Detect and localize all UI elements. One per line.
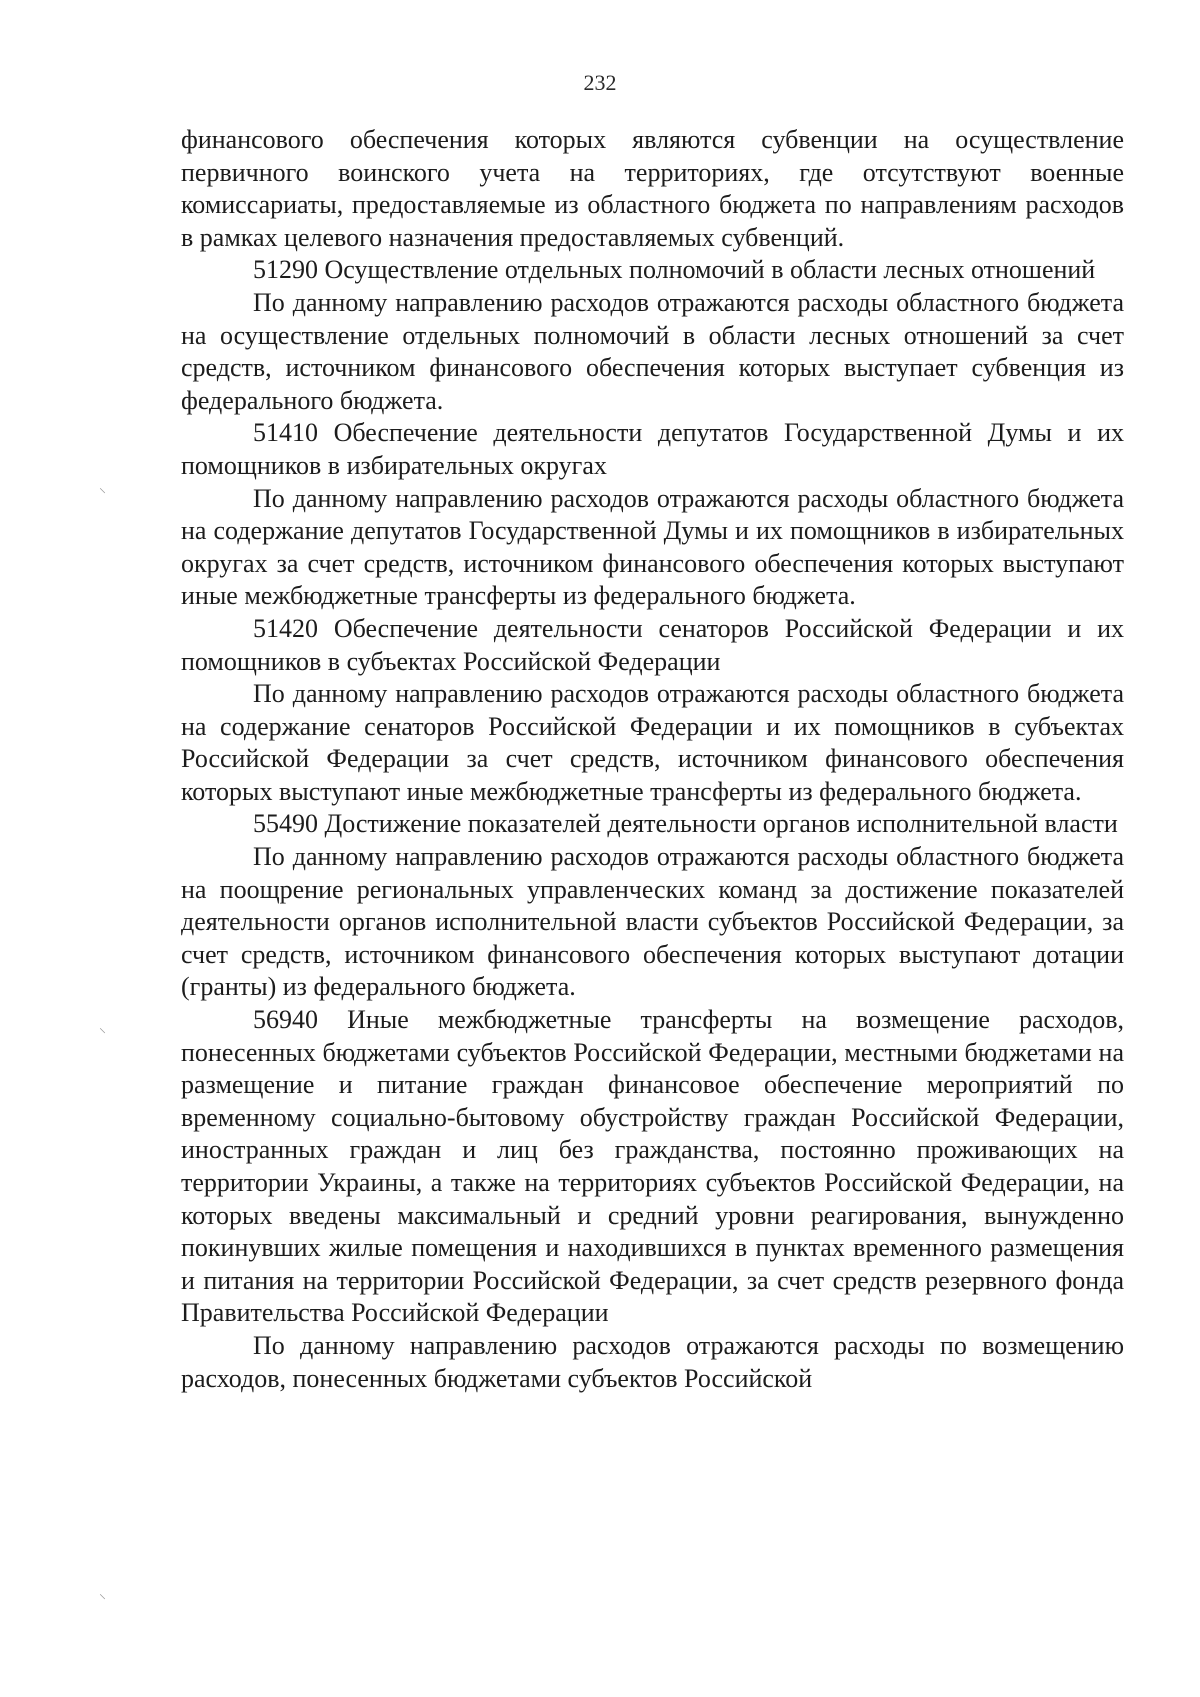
section-heading-56940: 56940 Иные межбюджетные трансферты на возмещение расходов, понесенных бюджетами субъектов Российской Федерации, местными бюджетами на размещение и питание граждан финансовое обеспечение мероприятий по временному социально-бытовому обустройству граждан Российской Федерации, иностранных граждан и лиц без гражданства, постоянно проживающих на территории Украины, а также на территориях субъектов Российской Федерации, на которых введены максимальный и средний уровни реагирования, вынужденно покинувших жилые помещения и находившихся в пунктах временного размещения и питания на территории Российской Федерации, за счет средств резервного фонда Правительства Российской Федерации — [181, 1005, 1124, 1328]
paragraph-51290-description: По данному направлению расходов отражаются расходы областного бюджета на осуществление отдельных полномочий в области лесных отношений за счет средств, источником финансового обеспечения которых выступает субвенция из федерального бюджета. — [181, 287, 1124, 415]
section-heading-55490: 55490 Достижение показателей деятельности органов исполнительной власти — [253, 809, 1118, 839]
paragraph-continuation: финансового обеспечения которых являются субвенции на осуществление первичного воинского учета на территориях, где отсутствуют военные комиссариаты, предоставляемые из областного бюджета по направлениям расходов в рамках целевого назначения предоставляемых субвенций. — [181, 125, 1124, 252]
paragraph-51410-description: По данному направлению расходов отражаются расходы областного бюджета на содержание депутатов Государственной Думы и их помощников в избирательных округах за счет средств, источником финансового обеспечения которых выступают иные межбюджетные трансферты из федерального бюджета. — [181, 483, 1124, 611]
section-heading-51290: 51290 Осуществление отдельных полномочий в области лесных отношений — [253, 255, 1096, 285]
page-number: 232 — [583, 70, 617, 95]
paragraph-51420-description: По данному направлению расходов отражаются расходы областного бюджета на содержание сенаторов Российской Федерации и их помощников в субъектах Российской Федерации за счет средств, источником финансового обеспечения которых выступают иные межбюджетные трансферты из федерального бюджета. — [181, 679, 1124, 806]
scan-artifact-mark: ⸌ — [99, 1592, 106, 1608]
scan-artifact-mark: ⸌ — [99, 486, 106, 502]
section-heading-51410: 51410 Обеспечение деятельности депутатов Государственной Думы и их помощников в избирательных округах — [181, 418, 1124, 480]
paragraph-56940-description: По данному направлению расходов отражаются расходы по возмещению расходов, понесенных бюджетами субъектов Российской — [181, 1330, 1124, 1393]
section-heading-51420: 51420 Обеспечение деятельности сенаторов Российской Федерации и их помощников в субъектах Российской Федерации — [181, 613, 1124, 676]
paragraph-55490-description: По данному направлению расходов отражаются расходы областного бюджета на поощрение региональных управленческих команд за достижение показателей деятельности органов исполнительной власти субъектов Российской Федерации, за счет средств, источником финансового обеспечения которых выступают дотации (гранты) из федерального бюджета. — [181, 842, 1124, 1002]
scan-artifact-mark: ⸌ — [99, 1026, 106, 1042]
document-body — [181, 124, 1124, 1395]
